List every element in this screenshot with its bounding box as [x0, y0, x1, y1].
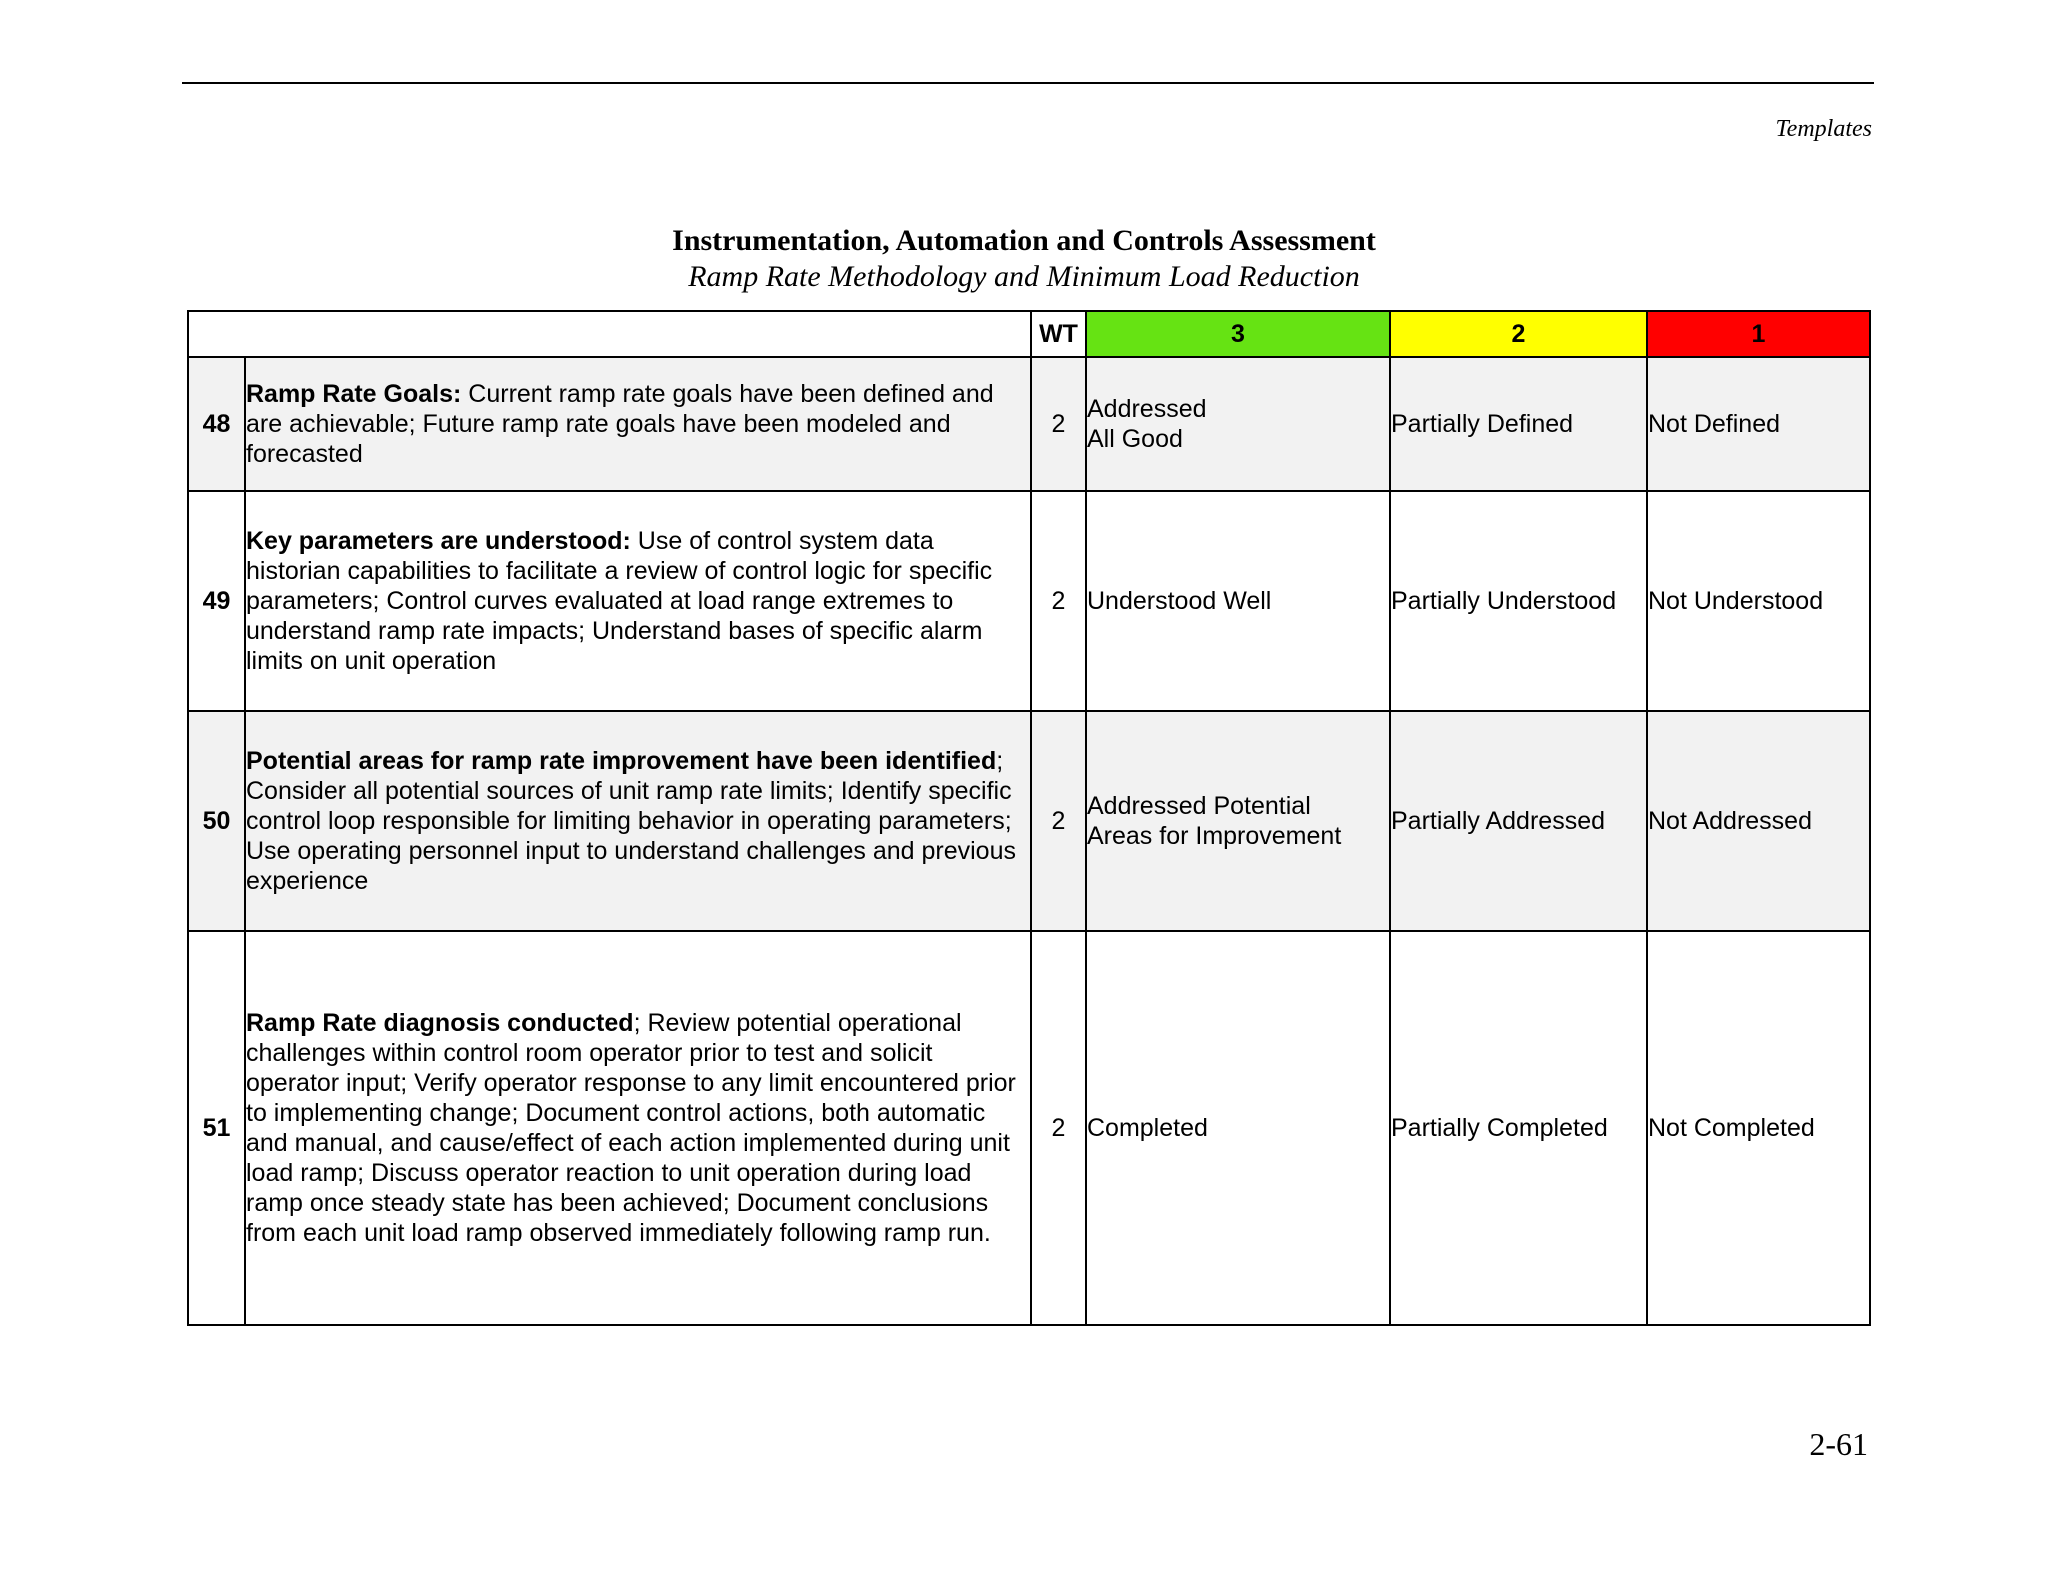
row-text: ; Consider all potential sources of unit ramp rate limits; Identify specific control loop responsible for limiting behavior in operating parameters; Use operating personnel input to understand challenges and previous experience — [246, 747, 1016, 895]
header-score-2: 2 — [1390, 311, 1647, 357]
row-score-1: Not Defined — [1647, 357, 1870, 491]
row-score-3 — [1086, 357, 1390, 491]
header-wt: WT — [1031, 311, 1086, 357]
header-blank-cell — [188, 311, 1031, 357]
row-title: Ramp Rate Goals: — [246, 380, 462, 408]
row-description — [245, 931, 1031, 1325]
row-score-1: Not Completed — [1647, 931, 1870, 1325]
row-title: Potential areas for ramp rate improvement have been identified — [246, 747, 997, 775]
row-score-3-line-1: Addressed — [1087, 395, 1207, 423]
row-text: Current ramp rate goals have been defined and are achievable; Future ramp rate goals have been modeled and forecasted — [246, 380, 994, 468]
section-label: Templates — [1775, 116, 1872, 142]
row-description — [245, 357, 1031, 491]
header-score-1: 1 — [1647, 311, 1870, 357]
row-number: 50 — [188, 711, 245, 931]
table-row — [188, 711, 1870, 931]
row-number: 48 — [188, 357, 245, 491]
row-description — [245, 711, 1031, 931]
row-weight: 2 — [1031, 357, 1086, 491]
row-weight: 2 — [1031, 491, 1086, 711]
row-text: ; Review potential operational challenges within control room operator prior to test and solicit operator input; Verify operator response to any limit encountered prior to implementing change; Document control actions, both automatic and manual, and cause/effect of each action implemented during unit load ramp; Discuss operator reaction to unit operation during load ramp once steady state has been achieved; Document conclusions from each unit load ramp observed immediately following ramp run. — [246, 1009, 1016, 1247]
row-score-3 — [1086, 711, 1390, 931]
assessment-table — [187, 310, 1871, 1326]
row-score-3-line-2: Areas for Improvement — [1087, 822, 1342, 850]
row-score-3: Understood Well — [1086, 491, 1390, 711]
row-score-3-line-2: All Good — [1087, 425, 1183, 453]
row-number: 51 — [188, 931, 245, 1325]
row-score-2: Partially Understood — [1390, 491, 1647, 711]
row-title: Ramp Rate diagnosis conducted — [246, 1009, 634, 1037]
table-header-row — [188, 311, 1870, 357]
header-rule — [182, 82, 1874, 84]
header-score-3: 3 — [1086, 311, 1390, 357]
row-description — [245, 491, 1031, 711]
row-weight: 2 — [1031, 711, 1086, 931]
row-score-2: Partially Completed — [1390, 931, 1647, 1325]
row-text: Use of control system data historian capabilities to facilitate a review of control logic for specific parameters; Control curves evaluated at load range extremes to understand ramp rate impacts; Understand bases of specific alarm limits on unit operation — [246, 527, 993, 675]
page-number: 2-61 — [1809, 1426, 1868, 1462]
row-score-1: Not Addressed — [1647, 711, 1870, 931]
row-score-3: Completed — [1086, 931, 1390, 1325]
row-score-2: Partially Defined — [1390, 357, 1647, 491]
row-weight: 2 — [1031, 931, 1086, 1325]
table-row — [188, 931, 1870, 1325]
row-number: 49 — [188, 491, 245, 711]
row-score-1: Not Understood — [1647, 491, 1870, 711]
document-subtitle: Ramp Rate Methodology and Minimum Load Reduction — [688, 260, 1360, 293]
table-row — [188, 357, 1870, 491]
table-row — [188, 491, 1870, 711]
row-score-3-line-1: Addressed Potential — [1087, 792, 1311, 820]
row-score-2: Partially Addressed — [1390, 711, 1647, 931]
row-title: Key parameters are understood: — [246, 527, 631, 555]
document-title: Instrumentation, Automation and Controls Assessment — [672, 224, 1376, 257]
